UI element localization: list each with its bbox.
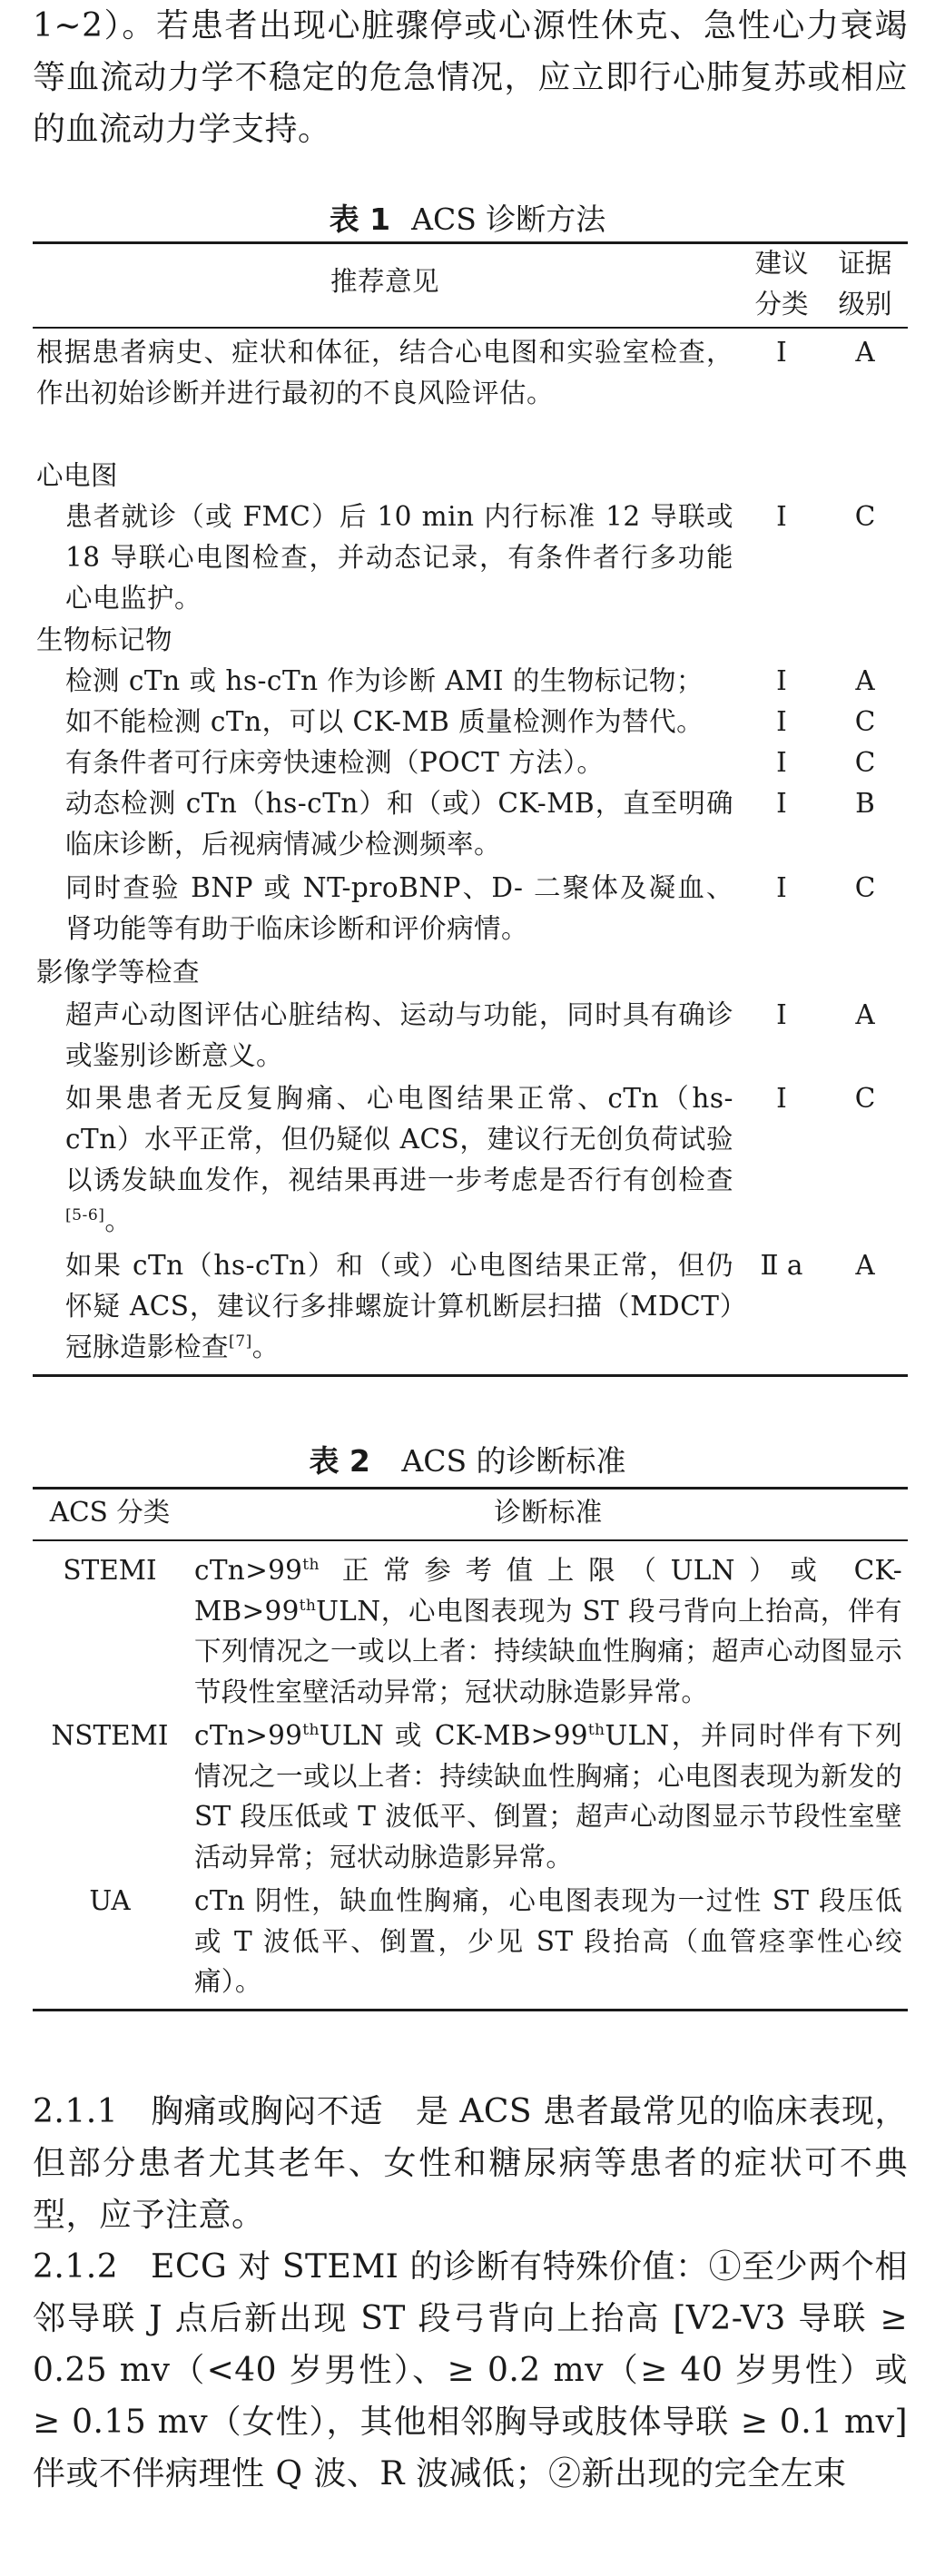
- table1-row-text: 超声心动图评估心脏结构、运动与功能，同时具有确诊或鉴别诊断意义。: [65, 999, 733, 1071]
- table1-row-class: I: [776, 337, 787, 368]
- table1-row-text: [65, 1078, 733, 1242]
- table1-header-recommendation: 推荐意见: [330, 266, 439, 297]
- section-number: 2.1.2: [33, 2248, 119, 2286]
- table1-row-text-tail: 。: [251, 1332, 280, 1362]
- table1-row-text-body: 如果患者无反复胸痛、心电图结果正常、cTn（hs-cTn）水平正常，但仍疑似 ACS，建议行无创负荷试验以诱发缺血发作，视结果再进一步考虑是否行有创检查: [65, 1083, 733, 1195]
- table1-row-level: C: [854, 872, 876, 903]
- table1-row-text-body: 如果 cTn（hs-cTn）和（或）心电图结果正常，但仍怀疑 ACS，建议行多排螺旋计算机断层扫描（MDCT）冠脉造影检查: [65, 1250, 733, 1362]
- table1-row-text-tail: 。: [104, 1205, 133, 1236]
- table1-header-rule: [33, 327, 908, 329]
- table1-row-text: 患者就诊（或 FMC）后 10 min 内行标准 12 导联或 18 导联心电图检查，并动态记录，有条件者行多功能心电监护。: [65, 501, 733, 614]
- table1-bottom-rule: [33, 1374, 908, 1377]
- table2-row-criteria: cTn>99thULN 或 CK-MB>99thULN，并同时伴有下列情况之一或以上者：持续缺血性胸痛；心电图表现为新发的 ST 段压低或 T 波低平、倒置；超声心动图显示节段性室壁活动异常；冠状动脉造影异常。: [194, 1720, 902, 1873]
- table1-row-class: I: [776, 706, 787, 737]
- intro-paragraph: 1~2）。若患者出现心脏骤停或心源性休克、急性心力衰竭等血流动力学不稳定的危急情况，应立即行心肺复苏或相应的血流动力学支持。: [33, 7, 908, 148]
- table1-header-level-line1: 证据: [838, 248, 892, 279]
- table1-row-class: I: [776, 665, 787, 696]
- table2-header-rule: [33, 1539, 908, 1541]
- table1-header-class-line2: 分类: [754, 289, 809, 320]
- table1-section-biomarkers: 生物标记物: [36, 624, 173, 655]
- table1-row-class: I: [776, 872, 787, 903]
- table1-row-text: 动态检测 cTn（hs-cTn）和（或）CK-MB，直至明确临床诊断，后视病情减少检测频率。: [65, 788, 733, 860]
- table1-row-text: [65, 1245, 733, 1368]
- table1-header-class: [750, 243, 813, 325]
- table1-header-class-line1: 建议: [754, 248, 809, 279]
- table1-row-level: A: [855, 1250, 875, 1281]
- table1-row-level: C: [854, 706, 876, 737]
- table1-row-class: I: [776, 747, 787, 778]
- table1-row-level: A: [855, 999, 875, 1030]
- table1-header-level: [826, 243, 904, 325]
- section-number: 2.1.1: [33, 2093, 119, 2130]
- table1-row-level: C: [854, 747, 876, 778]
- citation-ref: [5-6]: [65, 1206, 105, 1225]
- table1-section-imaging: 影像学等检查: [36, 957, 201, 988]
- table2-row-category: STEMI: [63, 1555, 157, 1586]
- table1-row-level: C: [854, 501, 876, 532]
- table2-row-criteria: cTn>99th 正常参考值上限（ULN）或 CK-MB>99thULN，心电图表现为 ST 段弓背向上抬高，伴有下列情况之一或以上者：持续缺血性胸痛；超声心动图显示节段性室壁活动异常；冠状动脉造影异常。: [194, 1555, 902, 1707]
- citation-ref: [7]: [229, 1332, 252, 1352]
- table2-header-category: ACS 分类: [49, 1497, 171, 1528]
- table2-caption: [0, 1438, 935, 1480]
- table1-section-ecg: 心电图: [36, 460, 119, 491]
- table1-row-text: 同时查验 BNP 或 NT-proBNP、D- 二聚体及凝血、肾功能等有助于临床诊断和评价病情。: [65, 872, 733, 944]
- table1-caption: [0, 196, 935, 239]
- table1-row-class: Ⅱ a: [760, 1250, 803, 1281]
- table2-row-category: UA: [89, 1885, 131, 1916]
- table1-row-class: I: [776, 501, 787, 532]
- section-body: 是 ACS 患者最常见的临床表现，但部分患者尤其老年、女性和糖尿病等患者的症状可不典型，应予注意。: [33, 2093, 908, 2234]
- section-2-1-2: [33, 2241, 908, 2500]
- section-2-1-1: [33, 2086, 908, 2241]
- table2-header-criteria: 诊断标准: [494, 1497, 603, 1528]
- table1-row-level: B: [855, 788, 875, 819]
- table1-row-level: A: [855, 337, 875, 368]
- section-body: ECG 对 STEMI 的诊断有特殊价值：①至少两个相邻导联 J 点后新出现 ST 段弓背向上抬高 [V2-V3 导联 ≥ 0.25 mv（<40 岁男性）、≥ 0.2 mv（≥ 40 岁男性）或 ≥ 0.15 mv（女性），其他相邻胸导或肢体导联 ≥ 0.1 mv] 伴或不伴病理性 Q 波、R 波减低；②新出现的完全左束: [33, 2248, 908, 2492]
- table1-caption-label: 表 1: [329, 202, 391, 237]
- table2-top-rule: [33, 1487, 908, 1490]
- table1-row-text: 检测 cTn 或 hs-cTn 作为诊断 AMI 的生物标记物；: [65, 665, 704, 696]
- table2-row-category: NSTEMI: [51, 1720, 169, 1751]
- table2-row-criteria: cTn 阴性，缺血性胸痛，心电图表现为一过性 ST 段压低或 T 波低平、倒置，少见 ST 段抬高（血管痉挛性心绞痛）。: [194, 1885, 902, 1997]
- table1-row-text: 根据患者病史、症状和体征，结合心电图和实验室检查，作出初始诊断并进行最初的不良风险评估。: [36, 337, 733, 408]
- table1-row-class: I: [776, 999, 787, 1030]
- table1-row-class: I: [776, 1083, 787, 1114]
- table1-row-text: 如不能检测 cTn，可以 CK-MB 质量检测作为替代。: [65, 706, 704, 737]
- table1-row-level: C: [854, 1083, 876, 1114]
- table1-header-level-line2: 级别: [838, 289, 892, 320]
- table1-row-level: A: [855, 665, 875, 696]
- table1-row-class: I: [776, 788, 787, 819]
- table2-caption-label: 表 2: [309, 1443, 370, 1479]
- table1-caption-title: ACS 诊断方法: [411, 202, 606, 237]
- table1-row-text: 有条件者可行床旁快速检测（POCT 方法）。: [65, 747, 605, 778]
- table2-caption-title: ACS 的诊断标准: [401, 1443, 626, 1479]
- table2-bottom-rule: [33, 2009, 908, 2011]
- section-heading: 胸痛或胸闷不适: [151, 2093, 383, 2130]
